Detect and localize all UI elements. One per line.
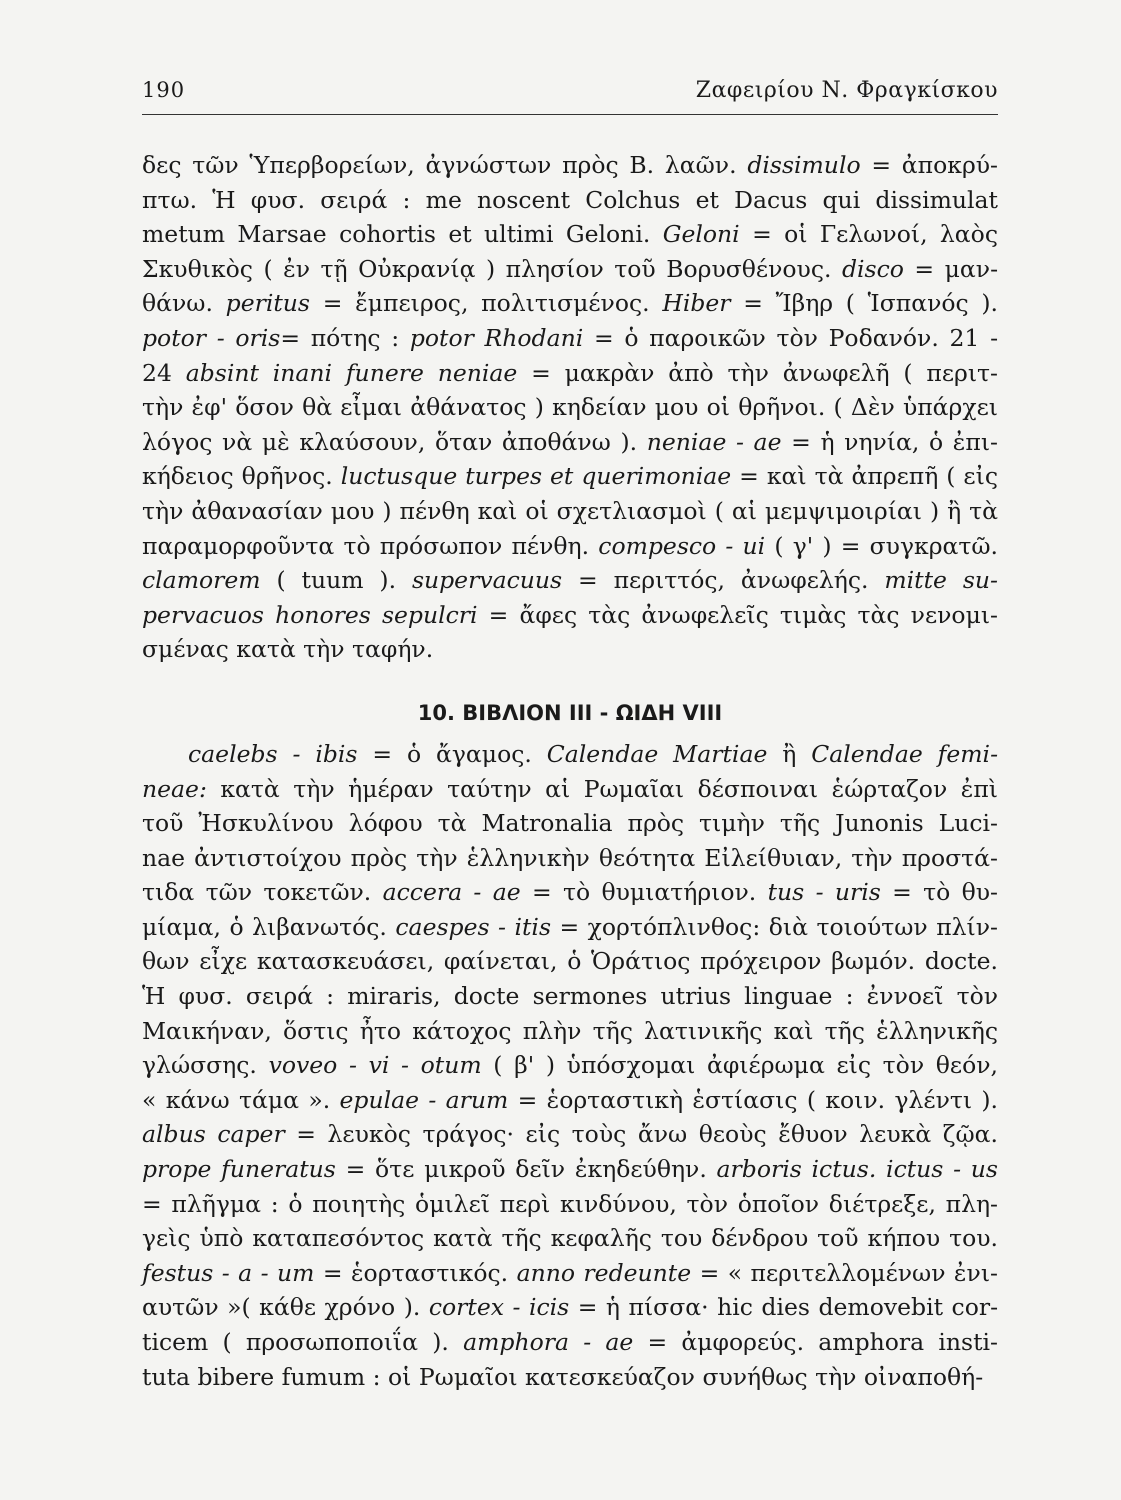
- text-run: = « περιτελλομένων ἐνι-: [691, 1258, 998, 1287]
- text-run: παραμορφοῦντα τὸ πρόσωπον πένθη.: [142, 531, 599, 560]
- text-line: [142, 772, 998, 807]
- section-heading: 10. ΒΙΒΛΙΟΝ III - ΩΙΔΗ VIII: [417, 700, 723, 725]
- text-line: [142, 1221, 998, 1256]
- text-run: = περιττός, ἀνωφελής.: [562, 566, 885, 595]
- text-line: [142, 1360, 998, 1395]
- text-run: ἢ: [767, 739, 812, 768]
- text-run: = μακρὰν ἀπὸ τὴν ἀνωφελῆ ( περιτ-: [517, 358, 998, 387]
- commentary-section-1: [142, 148, 998, 667]
- page-number: 190: [142, 78, 186, 102]
- text-run: = ἡ πίσσα· hic dies demovebit cor-: [569, 1293, 999, 1322]
- text-line: [142, 944, 998, 979]
- text-run: tuta bibere fumum : οἱ Ρωμαῖοι κατεσκεύαζον συνήθως τὴν οἰναποθή-: [142, 1362, 984, 1391]
- text-run: = λευκὸς τράγος· εἰς τοὺς ἄνω θεοὺς ἔθυον λευκὰ ζῷα.: [284, 1120, 999, 1149]
- text-run: ( β' ) ὑπόσχομαι ἀφιέρωμα εἰς τὸν θεόν,: [481, 1051, 998, 1080]
- latin-term: amphora - ae: [463, 1328, 634, 1356]
- text-line: [142, 1014, 998, 1049]
- text-run: ticem ( προσωποποιΐα ).: [142, 1328, 464, 1356]
- text-line: [142, 252, 998, 287]
- text-run: ( γ' ) = συγκρατῶ.: [765, 531, 999, 560]
- text-run: κήδειος θρῆνος.: [142, 462, 341, 491]
- latin-term: anno redeunte: [516, 1258, 692, 1287]
- latin-term: epulae - arum: [339, 1085, 509, 1114]
- text-line: [142, 459, 998, 494]
- text-line: [142, 632, 998, 667]
- text-line: [142, 1117, 998, 1152]
- latin-term: absint inani funere neniae: [185, 358, 518, 387]
- text-line: [142, 910, 998, 945]
- text-run: Σκυθικὸς ( ἐν τῇ Οὐκρανίᾳ ) πλησίον τοῦ Βορυσθένους.: [142, 254, 842, 283]
- latin-term: festus - a - um: [142, 1258, 315, 1287]
- latin-term: Calendae femi-: [811, 739, 999, 768]
- text-run: « κάνω τάμα ».: [142, 1085, 340, 1114]
- text-run: = τὸ θυμιατήριον.: [520, 878, 768, 907]
- latin-term: potor - oris: [142, 323, 281, 352]
- text-run: = ἀποκρύ-: [860, 151, 998, 179]
- text-run: = ἄφες τὰς ἀνωφελεῖς τιμὰς τὰς νενομι-: [477, 600, 998, 629]
- text-line: [142, 737, 998, 772]
- text-line: [142, 356, 998, 391]
- latin-term: voveo - vi - otum: [268, 1051, 482, 1080]
- text-line: [142, 806, 998, 841]
- latin-term: cortex - icis: [428, 1293, 570, 1322]
- text-run: θάνω.: [142, 289, 226, 318]
- text-run: γεὶς ὑπὸ καταπεσόντος κατὰ τῆς κεφαλῆς του δένδρου τοῦ κήπου του.: [142, 1224, 998, 1253]
- latin-term: luctusque turpes et querimoniae: [340, 462, 732, 491]
- text-line: [142, 425, 998, 460]
- latin-term: caespes - itis: [395, 912, 551, 941]
- text-run: = καὶ τὰ ἀπρεπῆ ( εἰς: [731, 462, 998, 491]
- text-run: τὴν ἀθανασίαν μου ) πένθη καὶ οἱ σχετλιασμοὶ ( αἱ μεμψιμοιρίαι ) ἢ τὰ: [142, 496, 998, 525]
- latin-term: compesco - ui: [598, 531, 766, 560]
- text-line: [142, 1290, 998, 1325]
- text-run: nae ἀντιστοίχου πρὸς τὴν ἑλληνικὴν θεότητα Εἰλείθυιαν, τὴν προστά-: [142, 843, 998, 872]
- text-run: τιδα τῶν τοκετῶν.: [142, 878, 383, 907]
- latin-term: caelebs - ibis: [188, 739, 358, 768]
- text-line: [142, 529, 998, 564]
- latin-term: prope funeratus: [142, 1155, 336, 1184]
- text-line: [142, 321, 998, 356]
- text-run: ( tuum ).: [260, 566, 412, 595]
- latin-term: arboris ictus. ictus - us: [716, 1155, 998, 1184]
- text-run: = μαν-: [903, 254, 999, 283]
- text-run: γλώσσης.: [142, 1051, 269, 1080]
- latin-term: peritus: [225, 289, 310, 318]
- text-line: [142, 1325, 998, 1360]
- text-run: λόγος νὰ μὲ κλαύσουν, ὅταν ἀποθάνω ).: [142, 427, 647, 456]
- text-run: = ἑορταστικός.: [314, 1258, 517, 1287]
- text-run: = ἡ νηνία, ὁ ἐπι-: [781, 427, 998, 456]
- text-line: [142, 841, 998, 876]
- latin-term: neae:: [142, 774, 207, 803]
- text-run: = ὅτε μικροῦ δεῖν ἐκηδεύθην.: [335, 1155, 717, 1184]
- text-line: [142, 183, 998, 218]
- latin-term: pervacuos honores sepulcri: [142, 600, 478, 629]
- latin-term: mitte su-: [884, 566, 998, 595]
- text-run: metum Marsae cohortis et ultimi Geloni.: [142, 220, 663, 249]
- text-run: πτω. Ἡ φυσ. σειρά : me noscent Colchus et Dacus qui dissimulat: [142, 185, 998, 214]
- commentary-section-2: [142, 737, 998, 1394]
- latin-term: neniae - ae: [646, 427, 782, 456]
- text-run: τοῦ Ἠσκυλίνου λόφου τὰ Matronalia πρὸς τιμὴν τῆς Junonis Luci-: [142, 809, 998, 838]
- text-line: [142, 286, 998, 321]
- latin-term: Geloni: [662, 220, 740, 249]
- text-run: δες τῶν Ὑπερβορείων, ἀγνώστων πρὸς Β. λαῶν.: [142, 151, 748, 179]
- text-run: τὴν ἐφ' ὅσον θὰ εἶμαι ἀθάνατος ) κηδείαν μου οἱ θρῆνοι. ( Δὲν ὑπάρχει: [142, 393, 998, 422]
- text-line: [142, 217, 998, 252]
- text-run: = πότης :: [280, 323, 410, 352]
- text-line: [142, 1048, 998, 1083]
- text-run: θων εἶχε κατασκευάσει, φαίνεται, ὁ Ὁράτιος πρόχειρον βωμόν. docte.: [142, 947, 998, 976]
- text-run: = οἱ Γελωνοί, λαὸς: [739, 220, 998, 249]
- text-run: σμένας κατὰ τὴν ταφήν.: [142, 635, 434, 664]
- text-line: [142, 1083, 998, 1118]
- page-body: [142, 148, 998, 1394]
- text-line: [142, 390, 998, 425]
- text-line: [142, 1187, 998, 1222]
- latin-term: albus caper: [142, 1120, 285, 1149]
- text-run: Μαικήναν, ὅστις ἦτο κάτοχος πλὴν τῆς λατινικῆς καὶ τῆς ἑλληνικῆς: [142, 1016, 998, 1045]
- text-run: = ἀμφορεύς. amphora insti-: [633, 1328, 998, 1356]
- latin-term: disco: [841, 254, 904, 283]
- latin-term: supervacuus: [411, 566, 563, 595]
- text-line: [142, 563, 998, 598]
- latin-term: clamorem: [142, 566, 261, 595]
- page-header: [142, 74, 998, 115]
- text-run: Ἡ φυσ. σειρά : miraris, docte sermones utrius linguae : ἐννοεῖ τὸν: [142, 982, 998, 1011]
- text-run: = πλῆγμα : ὁ ποιητὴς ὁμιλεῖ περὶ κινδύνου, τὸν ὁποῖον διέτρεξε, πλη-: [142, 1189, 998, 1218]
- text-line: [142, 875, 998, 910]
- text-line: [142, 148, 998, 183]
- latin-term: potor Rhodani: [409, 323, 584, 352]
- text-run: = χορτόπλινθος: διὰ τοιούτων πλίν-: [551, 912, 998, 941]
- text-line: [142, 1256, 998, 1291]
- text-run: = ἑορταστικὴ ἑστίασις ( κοιν. γλέντι ).: [508, 1085, 999, 1114]
- latin-term: dissimulo: [747, 151, 861, 179]
- text-run: = ὁ παροικῶν τὸν Ροδανόν. 21 -: [583, 323, 999, 352]
- running-head: Ζαφειρίου Ν. Φραγκίσκου: [695, 78, 998, 103]
- text-line: [142, 1152, 998, 1187]
- latin-term: tus - uris: [767, 878, 881, 907]
- text-run: κατὰ τὴν ἡμέραν ταύτην αἱ Ρωμαῖαι δέσποιναι ἑώρταζον ἐπὶ: [206, 774, 998, 803]
- text-run: 24: [142, 358, 186, 387]
- text-line: [142, 979, 998, 1014]
- text-line: [142, 494, 998, 529]
- text-run: μίαμα, ὁ λιβανωτός.: [142, 912, 396, 941]
- latin-term: Hiber: [662, 289, 731, 318]
- text-run: αυτῶν »( κάθε χρόνο ).: [142, 1293, 429, 1322]
- text-line: [142, 598, 998, 633]
- text-run: = Ἴβηρ ( Ἱσπανός ).: [730, 289, 999, 318]
- latin-term: Calendae Martiae: [546, 739, 768, 768]
- text-run: = τὸ θυ-: [880, 878, 998, 907]
- text-run: = ἔμπειρος, πολιτισμένος.: [310, 289, 663, 318]
- text-run: = ὁ ἄγαμος.: [357, 739, 547, 768]
- latin-term: accera - ae: [382, 878, 521, 907]
